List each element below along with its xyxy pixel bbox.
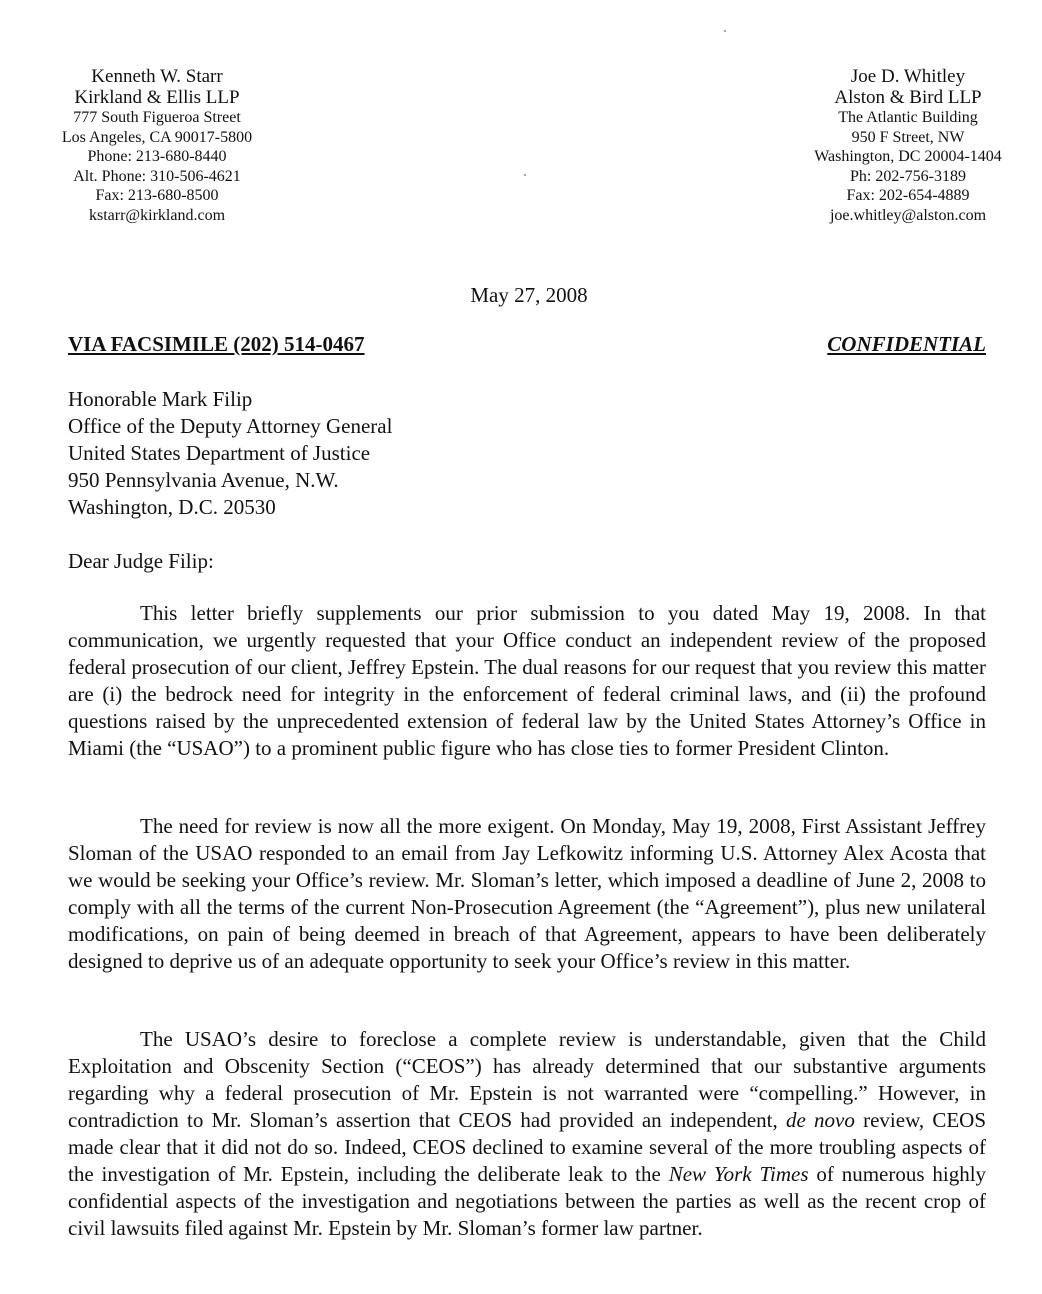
addressee-line: Honorable Mark Filip: [68, 387, 253, 411]
addressee-line: 950 Pennsylvania Avenue, N.W.: [68, 468, 339, 492]
sender-left-email: kstarr@kirkland.com: [88, 206, 226, 224]
scan-speck: [524, 174, 526, 176]
body-paragraph-3: [68, 1026, 986, 1242]
sender-left-block: [18, 66, 296, 225]
sender-right-phone: Ph: 202-756-3189: [850, 167, 966, 185]
body-paragraph-2: The need for review is now all the more exigent. On Monday, May 19, 2008, First Assistant Jeffrey Sloman of the USAO responded to an email from Jay Lefkowitz informing U.S. Attorney Alex Acosta that we would be seeking your Office’s review. Mr. Sloman’s letter, which imposed a deadline of June 2, 2008 to comply with all the terms of the current Non-Prosecution Agreement (the “Agreement”), plus new unilateral modifications, on pain of being deemed in breach of that Agreement, appears to have been deliberately designed to deprive us of an adequate opportunity to seek your Office’s review in this matter.: [68, 814, 986, 973]
letter-date: May 27, 2008: [470, 283, 588, 307]
sender-right-email: joe.whitley@alston.com: [829, 206, 987, 224]
publication-name: New York Times: [668, 1162, 809, 1186]
addressee-block: [68, 386, 392, 521]
delivery-method: VIA FACSIMILE (202) 514-0467: [68, 332, 365, 356]
sender-right-name: Joe D. Whitley: [850, 66, 966, 87]
sender-right-city: Washington, DC 20004-1404: [814, 148, 1002, 165]
sender-left-name: Kenneth W. Starr: [91, 66, 223, 87]
addressee-line: United States Department of Justice: [68, 441, 371, 465]
sender-right-firm: Alston & Bird LLP: [834, 87, 982, 108]
paragraph-3-text: review, CEOS made clear that it did not do so. Indeed, CEOS declined to examine several of the more troubling aspects of the investigation of Mr. Epstein, including the deliberate leak to the: [68, 1108, 987, 1186]
sender-right-block: [786, 66, 1030, 225]
sender-left-city: Los Angeles, CA 90017-5800: [61, 128, 253, 146]
sender-left-alt-phone: Alt. Phone: 310-506-4621: [73, 167, 241, 185]
scan-speck: [724, 30, 726, 32]
confidential-label: CONFIDENTIAL: [827, 332, 986, 356]
body-paragraph-1: This letter briefly supplements our prior submission to you dated May 19, 2008. In that communication, we urgently requested that your Office conduct an independent review of the proposed federal prosecution of our client, Jeffrey Epstein. The dual reasons for our request that you review this matter are (i) the bedrock need for integrity in the enforcement of federal criminal laws, and (ii) the profound questions raised by the unprecedented extension of federal law by the United States Attorney’s Office in Miami (the “USAO”) to a prominent public figure who has close ties to former President Clinton.: [68, 601, 986, 760]
sender-right-building: The Atlantic Building: [838, 109, 978, 126]
sender-left-street: 777 South Figueroa Street: [73, 109, 241, 126]
paragraph-3-text: The USAO’s desire to foreclose a complete review is understandable, given that the Child Exploitation and Obscenity Section (“CEOS”) has already determined that our substantive arguments regarding why a federal prosecution of Mr. Epstein is not warranted were “compelling.” However, in contradiction to Mr. Sloman’s assertion that CEOS had provided an independent,: [68, 1027, 986, 1132]
paragraph-3-text: of numerous highly confidential aspects of the investigation and negotiations between the parties as well as the recent crop of civil lawsuits filed against Mr. Epstein by Mr. Sloman’s former law partner.: [68, 1162, 987, 1240]
addressee-line: Office of the Deputy Attorney General: [68, 414, 393, 438]
sender-right-fax: Fax: 202-654-4889: [846, 187, 970, 204]
latin-term: de novo: [785, 1108, 855, 1132]
sender-left-fax: Fax: 213-680-8500: [95, 187, 219, 204]
sender-left-phone: Phone: 213-680-8440: [87, 148, 227, 165]
sender-right-street: 950 F Street, NW: [851, 128, 965, 146]
salutation: Dear Judge Filip:: [68, 549, 214, 573]
addressee-line: Washington, D.C. 20530: [68, 495, 276, 519]
sender-left-firm: Kirkland & Ellis LLP: [74, 87, 240, 108]
